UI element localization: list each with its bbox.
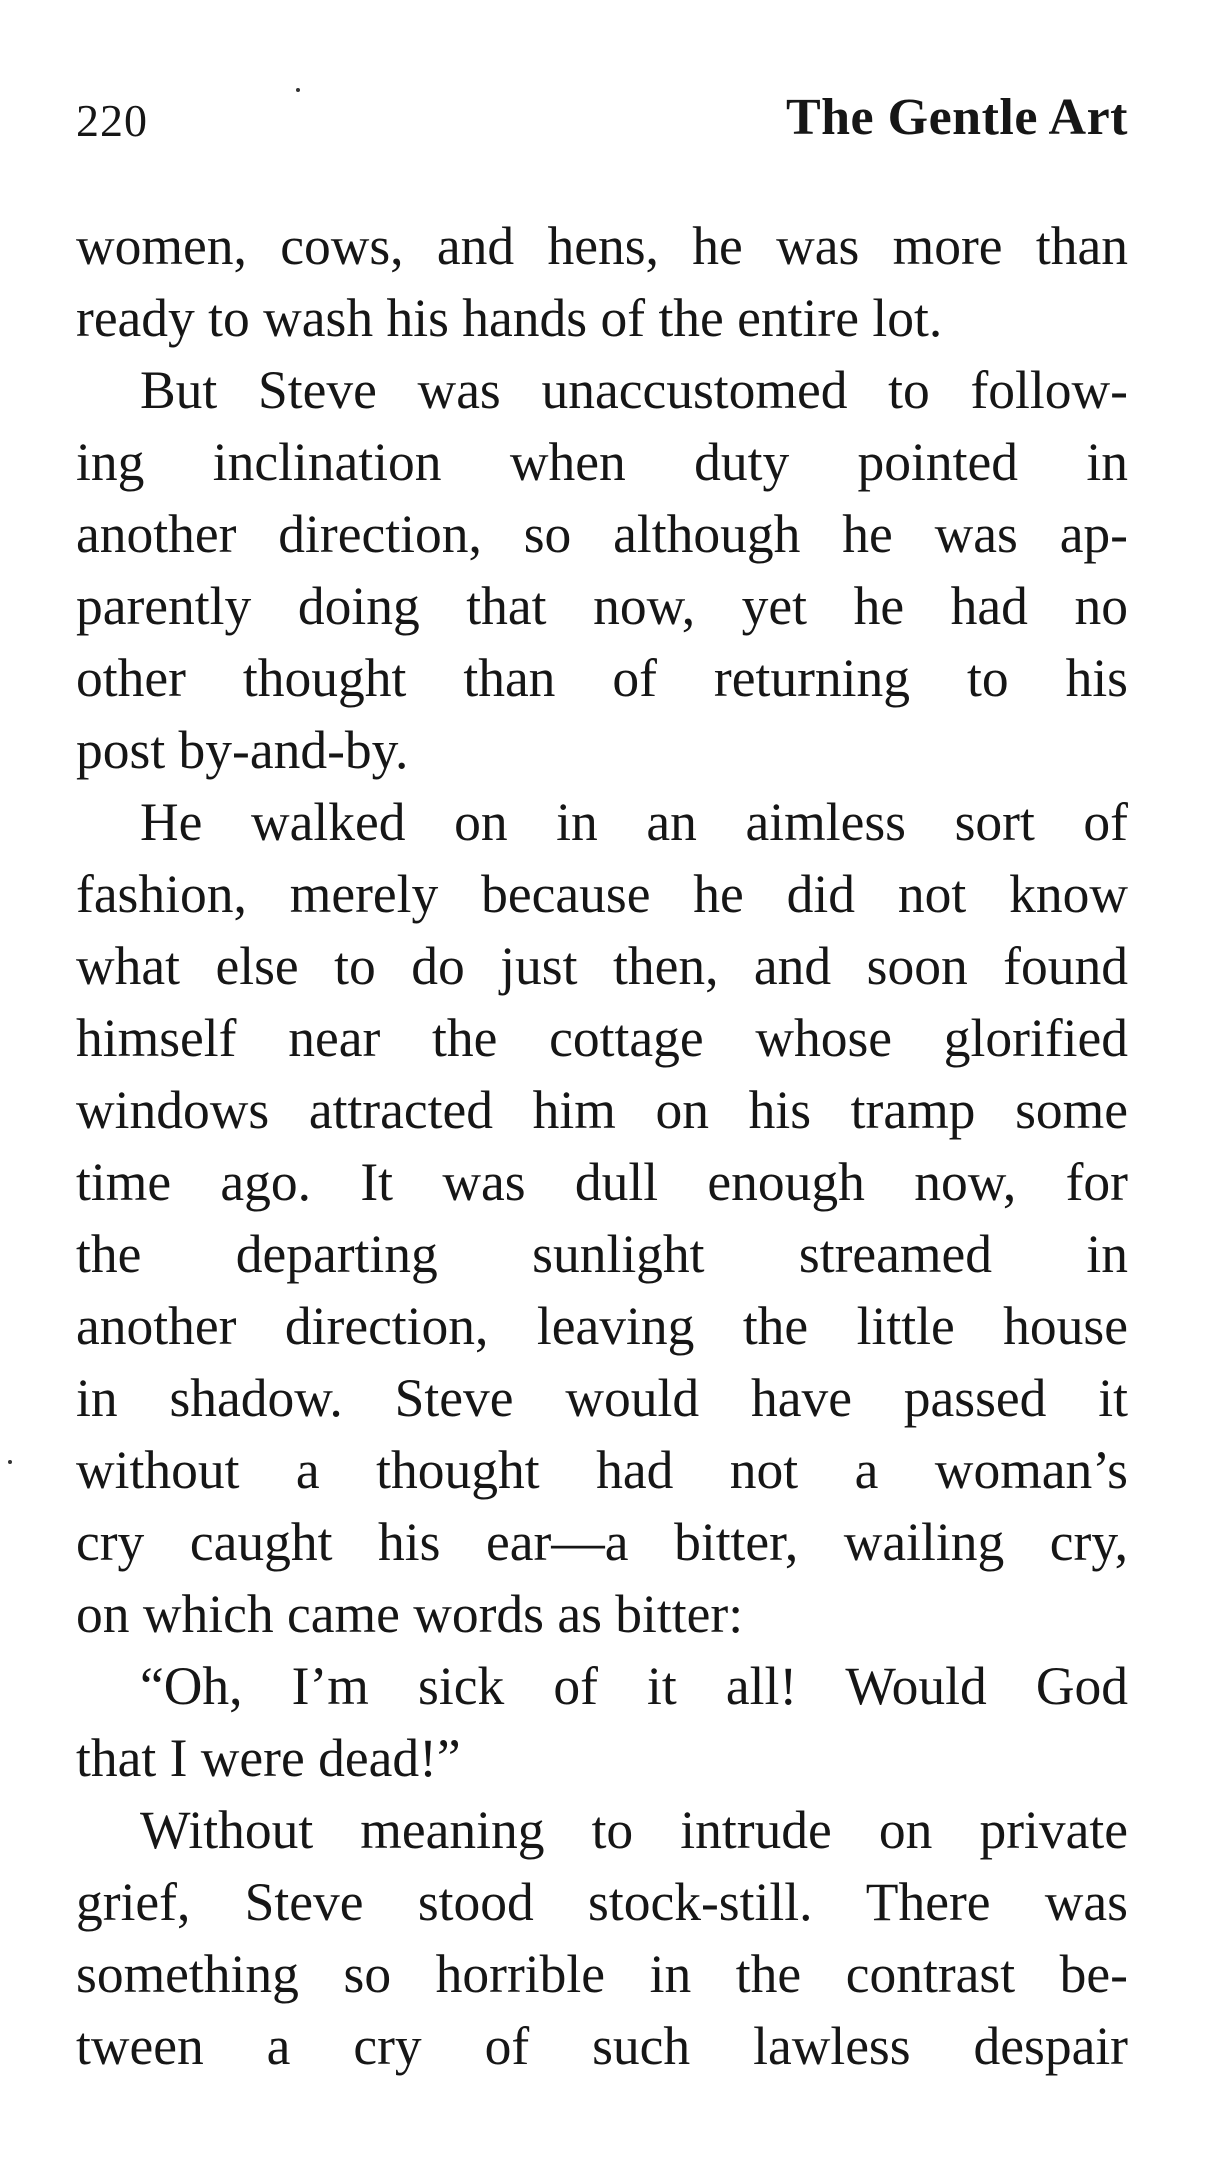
text-line: himself near the cottage whose glorified xyxy=(76,1008,1128,1068)
text-line: grief, Steve stood stock-still. There was xyxy=(76,1872,1128,1932)
page-number: 220 xyxy=(76,95,148,146)
text-line: in shadow. Steve would have passed it xyxy=(76,1368,1128,1428)
text-line: on which came words as bitter: xyxy=(76,1584,744,1644)
text-line: something so horrible in the contrast be- xyxy=(76,1944,1128,2004)
text-line: time ago. It was dull enough now, for xyxy=(76,1152,1128,1212)
text-line: women, cows, and hens, he was more than xyxy=(76,216,1128,276)
text-line: tween a cry of such lawless despair xyxy=(76,2016,1128,2076)
print-speck xyxy=(8,1460,12,1464)
body-text xyxy=(76,210,1128,2082)
text-line: parently doing that now, yet he had no xyxy=(76,576,1128,636)
text-line: cry caught his ear—a bitter, wailing cry, xyxy=(76,1512,1128,1572)
text-line: “Oh, I’m sick of it all! Would God xyxy=(140,1656,1128,1716)
text-line: post by-and-by. xyxy=(76,720,409,780)
text-line: that I were dead!” xyxy=(76,1728,461,1788)
text-line: another direction, so although he was ap- xyxy=(76,504,1128,564)
text-line: ing inclination when duty pointed in xyxy=(76,432,1128,492)
text-line: other thought than of returning to his xyxy=(76,648,1128,708)
text-line: windows attracted him on his tramp some xyxy=(76,1080,1128,1140)
text-line: ready to wash his hands of the entire lot. xyxy=(76,288,943,348)
text-line: He walked on in an aimless sort of xyxy=(140,792,1128,852)
text-line: the departing sunlight streamed in xyxy=(76,1224,1128,1284)
text-line: Without meaning to intrude on private xyxy=(140,1800,1128,1860)
running-title: The Gentle Art xyxy=(785,89,1128,146)
text-line: fashion, merely because he did not know xyxy=(76,864,1128,924)
print-speck xyxy=(296,88,300,92)
text-line: without a thought had not a woman’s xyxy=(76,1440,1128,1500)
text-line: what else to do just then, and soon found xyxy=(76,936,1128,996)
text-line: another direction, leaving the little house xyxy=(76,1296,1128,1356)
text-line: But Steve was unaccustomed to follow- xyxy=(140,360,1128,420)
page-header xyxy=(76,84,1128,154)
